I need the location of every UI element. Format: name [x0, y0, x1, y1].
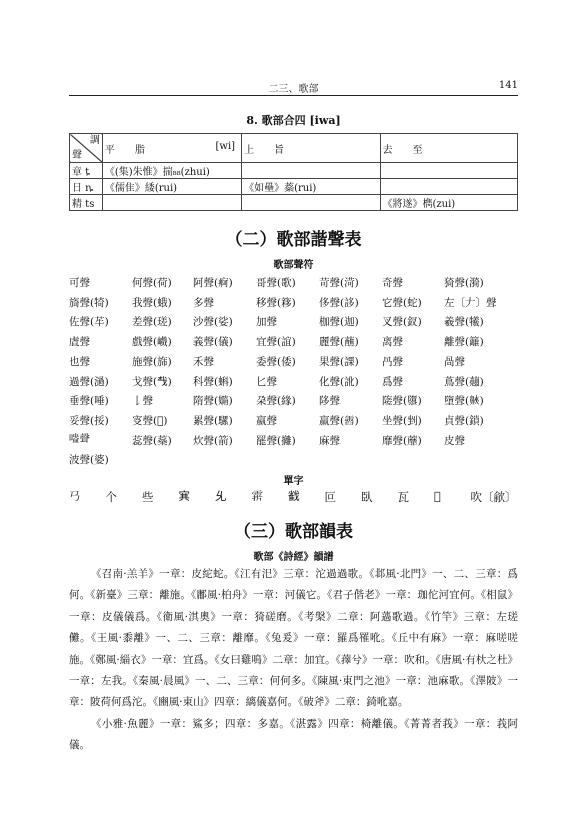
single-char: 臥 — [361, 490, 373, 504]
phonetic-element: 麗聲(蘸) — [319, 336, 359, 349]
phonetic-element: 猗聲(漪) — [444, 277, 484, 289]
phonetic-element: 炊聲(箭) — [193, 434, 233, 447]
rhyme-subtitle: 歌部《詩經》韻譜 — [253, 552, 334, 563]
phonetic-element: 貞聲(鎖) — [444, 414, 484, 427]
phonetic-element: 可聲 — [69, 277, 90, 289]
phonetic-element: 禾聲 — [193, 355, 214, 368]
phonetic-element: 隋聲(嫷) — [193, 395, 233, 408]
phonetic-element: 過聲(濄) — [69, 375, 109, 388]
phonetic-element: 𠄌聲 — [132, 395, 153, 408]
phonetic-subtitle: 歌部聲符 — [273, 260, 314, 271]
table-row — [70, 195, 518, 211]
single-char-row — [69, 489, 518, 505]
phonetic-element: 施聲(旆) — [132, 355, 172, 368]
tone-qu-header: 去 至 — [380, 134, 518, 163]
single-char: 瓦 — [397, 490, 409, 504]
phonetic-element: 加聲 — [256, 316, 277, 329]
phonetic-element: 委聲(倭) — [256, 355, 296, 368]
phonetic-element: 何聲(荷) — [132, 277, 172, 289]
qu-cell: 《將遂》檇(zui) — [380, 195, 518, 211]
phonetic-element: 離聲(籬) — [444, 336, 484, 349]
phonetic-element: 墮聲(𪖨) — [444, 395, 484, 408]
tone-ping-rhyme: [wi] — [215, 140, 236, 152]
ping-cell: 《(集)朱惟》揣₈₈(zhui) — [102, 163, 241, 179]
phonetic-element: 匕聲 — [256, 375, 277, 388]
phonetic-element: 哥聲(歌) — [256, 277, 296, 289]
phonetic-element: 移聲(簃) — [256, 296, 296, 309]
initial-cell: 日 ȵ — [70, 179, 103, 195]
corner-initial-label: 聲 — [72, 150, 82, 161]
phonetic-element: 沙聲(娑) — [193, 316, 233, 329]
phonetic-element: 它聲(蛇) — [382, 296, 422, 309]
header-rule — [69, 95, 518, 96]
phonetic-element: 阿聲(痾) — [193, 277, 233, 289]
phonetic-element: 嬴聲 — [256, 414, 277, 427]
phonetic-element: 咼聲 — [444, 355, 465, 368]
phonetic-element: 苛聲(渮) — [319, 277, 359, 289]
phonetic-element: 宜聲(誼) — [256, 336, 296, 349]
phonetic-element: 虘聲 — [69, 336, 90, 349]
phonetic-element: 羲聲(犧) — [444, 316, 484, 329]
single-char: 𩃑 — [251, 489, 263, 503]
phonetic-element: 差聲(瑳) — [132, 316, 172, 329]
phonetic-element: 累聲(騾) — [193, 414, 233, 427]
table-title: 8. 歌部合四 [iwa] — [246, 114, 341, 127]
phonetic-element: 叜聲(𣭂) — [132, 414, 168, 427]
table-row — [70, 179, 518, 195]
section-heading-phonetic: （二）歌部諧聲表 — [225, 230, 362, 250]
phonetic-element: 隓聲(隳) — [382, 395, 422, 408]
shang-cell: 《如壘》蘂(rui) — [242, 179, 380, 195]
phonetic-element: 戲聲(巇) — [132, 336, 172, 349]
phonetic-element: 垂聲(唾) — [69, 395, 109, 408]
tone-ping-header — [102, 134, 241, 163]
phonetic-element: 麻聲 — [319, 434, 340, 447]
corner-tone-label: 調 — [89, 135, 100, 146]
single-char: 𡨄 — [178, 489, 190, 503]
phonetic-element: 靡聲(蘼) — [382, 434, 422, 447]
phonetic-element: 義聲(儀) — [193, 336, 233, 349]
phonetic-element: 朶聲(緣) — [256, 395, 296, 408]
shang-cell — [242, 195, 380, 211]
rhyme-paragraph: 《召南·羔羊》一章：皮紽蛇。《江有汜》三章：沱過過歌。《邶風·北門》一、二、三章：爲何。《新臺》三章：離施。《鄘風·柏舟》一章：河儀它。《君子偕老》一章：珈佗河宜何。《相鼠》一章：皮儀儀爲。《衛風·淇奧》一章：猗磋磨。《考槃》二章：阿薖歌過。《竹竿》三章：左瑳儺。《王風·黍離》一、二、三章：離靡。《兔爰》一章：羅爲罹吪。《丘中有麻》一章：麻嗟嗟施。《鄭風·緇衣》一章：宜爲。《女曰雞鳴》二章：加宜。《蘀兮》一章：吹和。《唐風·有杕之杜》一章：左我。《秦風·晨風》一、二、三章：何何多。《陳風·東門之池》一章：池麻歌。《澤陂》一章：陂荷何爲沱。《豳風·東山》四章：縭儀嘉何。《破斧》二章：錡吪嘉。 — [69, 568, 518, 709]
phonetic-element: 我聲(蛾) — [132, 296, 172, 309]
ping-cell: 《儒隹》緌(rui) — [102, 179, 241, 195]
table-header-row — [70, 134, 518, 163]
page-number: 141 — [498, 80, 518, 91]
qu-cell — [380, 179, 518, 195]
single-char: 吹〔歈〕 — [470, 490, 517, 504]
phonetic-element: 奇聲 — [382, 277, 403, 289]
rhyme-catalogue — [69, 564, 518, 757]
phonetic-element: 蔦聲(𧄍) — [444, 375, 484, 388]
phonetic-element: 罷聲(攡) — [256, 434, 296, 447]
single-char: 个 — [105, 490, 117, 504]
table-row — [70, 163, 518, 179]
single-char: 𢎘 — [69, 489, 81, 503]
initial-cell: 精 ts — [70, 195, 103, 211]
tone-shang-header: 上 旨 — [242, 134, 380, 163]
initial-cell: 章 ȶ — [70, 163, 103, 179]
single-char: 𢧵 — [288, 489, 300, 503]
phonetic-element: 也聲 — [69, 355, 90, 368]
phonetic-element: 多聲 — [193, 296, 214, 309]
single-char: 𩄬 — [434, 489, 441, 503]
rhyme-paragraph: 《小雅·魚麗》一章：鯊多；四章：多嘉。《湛露》四章：椅離儀。《菁菁者莪》一章：莪阿儀。 — [69, 717, 518, 752]
phonetic-element: 羸聲(𦥽) — [319, 414, 359, 427]
single-char: 些 — [142, 490, 154, 504]
phonetic-element: 𠹃聲 — [69, 432, 90, 445]
phonetic-element: 枷聲(迦) — [319, 316, 359, 329]
ping-cell — [102, 195, 241, 211]
single-char-label: 單字 — [283, 476, 304, 487]
qu-cell — [380, 163, 518, 179]
phonetic-element: 化聲(訛) — [319, 375, 359, 388]
shang-cell — [242, 163, 380, 179]
phonetic-element: 皮聲 — [444, 434, 465, 447]
header-section-title: 二三、歌部 — [268, 84, 319, 95]
phonetic-element: 佐聲(䒜) — [69, 316, 109, 329]
section-heading-rhyme: （三）歌部韻表 — [234, 522, 353, 542]
phonetic-element: 果聲(課) — [319, 355, 359, 368]
phonetic-element: 离聲 — [382, 336, 403, 349]
phonetic-element: 爲聲 — [382, 375, 403, 388]
phonetic-element: 坐聲(剉) — [382, 414, 422, 427]
phonetic-element: 蕊聲(蘂) — [132, 434, 172, 447]
rhyme-table — [69, 133, 518, 211]
single-char: 𠃔 — [215, 489, 227, 503]
phonetic-element: 侈聲(誃) — [319, 296, 359, 309]
phonetic-element: 陊聲 — [319, 395, 340, 408]
table-corner-cell — [70, 134, 103, 163]
phonetic-element: 妥聲(挼) — [69, 414, 109, 427]
single-char: 叵 — [324, 490, 336, 504]
phonetic-element: 戈聲(𢦔) — [132, 375, 172, 388]
phonetic-element: 左〔𠂇〕聲 — [444, 296, 497, 309]
tone-ping-label: 平 脂 — [104, 144, 145, 156]
phonetic-element: 叉聲(釵) — [382, 316, 422, 329]
phonetic-element: 科聲(蝌) — [193, 375, 233, 388]
phonetic-element: 旖聲(犄) — [69, 296, 109, 309]
phonetic-element: 波聲(婆) — [69, 454, 109, 467]
running-header — [69, 80, 518, 94]
phonetic-element: 冎聲 — [382, 355, 403, 368]
